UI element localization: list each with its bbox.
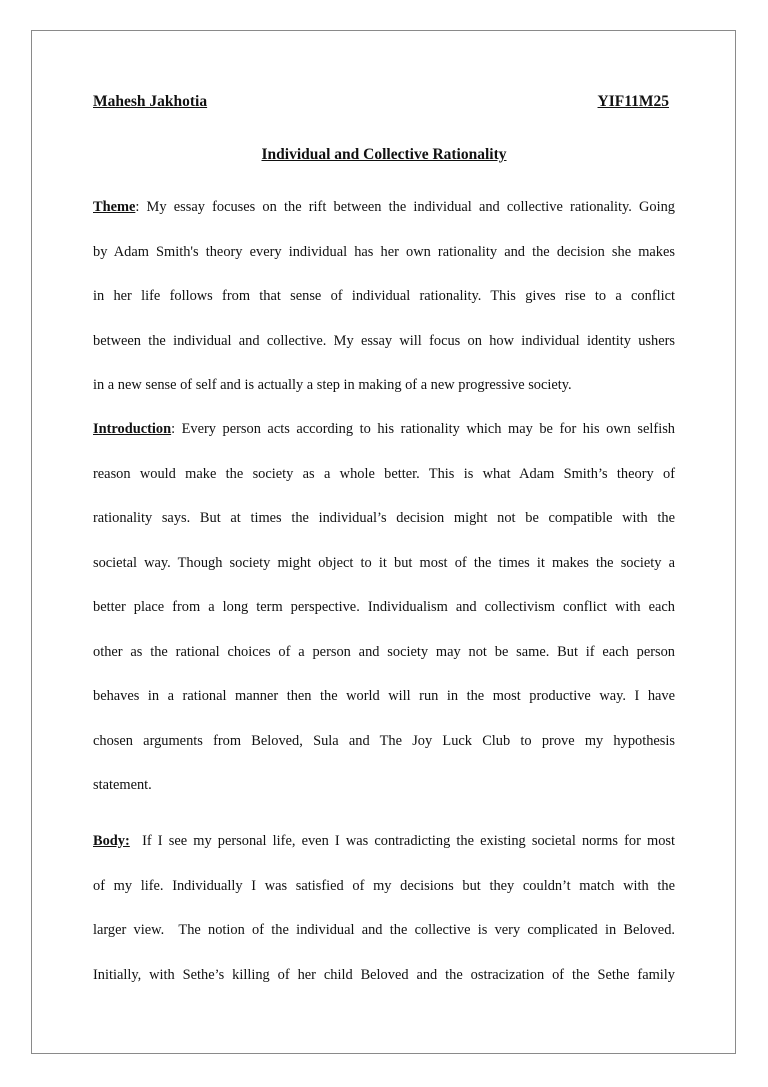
body-paragraph (93, 819, 675, 997)
theme-label: Theme (93, 199, 136, 215)
document-header (93, 93, 675, 115)
body-label: Body: (93, 833, 130, 849)
paragraph-line: in a new sense of self and is actually a step in making of a new progressive society. (93, 377, 572, 393)
line-text: : Every person acts according to his rationality which may be for his own selfish (171, 421, 675, 437)
paragraph-line: behaves in a rational manner then the world will run in the most productive way. I have (93, 688, 675, 704)
essay-title-text: Individual and Collective Rationality (261, 146, 507, 163)
paragraph-line (93, 407, 675, 452)
paragraph-line: by Adam Smith's theory every individual has her own rationality and the decision she makes (93, 243, 675, 260)
paragraph-line: of my life. Individually I was satisfied of my decisions but they couldn’t match with the (93, 877, 675, 894)
introduction-paragraph (93, 407, 675, 808)
theme-paragraph (93, 185, 675, 408)
introduction-label: Introduction (93, 421, 172, 437)
paragraph-line: statement. (93, 777, 152, 793)
paragraph-line: rationality says. But at times the individual’s decision might not be compatible with the (93, 510, 675, 526)
paragraph-line: larger view. The notion of the individual and the collective is very complicated in Beloved. (93, 922, 675, 938)
paragraph-line: Initially, with Sethe’s killing of her child Beloved and the ostracization of the Sethe family (93, 966, 675, 983)
paragraph-line (93, 185, 675, 230)
author-name: Mahesh Jakhotia (93, 93, 208, 110)
line-text: If I see my personal life, even I was contradicting the existing societal norms for most (129, 833, 675, 849)
paragraph-line: between the individual and collective. My essay will focus on how individual identity ushers (93, 332, 675, 349)
paragraph-line: societal way. Though society might object to it but most of the times it makes the society a (93, 554, 675, 571)
paragraph-line (93, 819, 675, 864)
paragraph-line: reason would make the society as a whole better. This is what Adam Smith’s theory of (93, 465, 675, 482)
paragraph-line: chosen arguments from Beloved, Sula and The Joy Luck Club to prove my hypothesis (93, 732, 675, 749)
essay-title (93, 146, 675, 164)
student-code: YIF11M25 (597, 93, 669, 110)
paragraph-line: in her life follows from that sense of individual rationality. This gives rise to a conflict (93, 288, 675, 304)
paragraph-line: better place from a long term perspective. Individualism and collectivism conflict with each (93, 599, 675, 615)
paragraph-line: other as the rational choices of a person and society may not be same. But if each person (93, 643, 675, 660)
line-text: : My essay focuses on the rift between the individual and collective rationality. Going (135, 199, 675, 215)
